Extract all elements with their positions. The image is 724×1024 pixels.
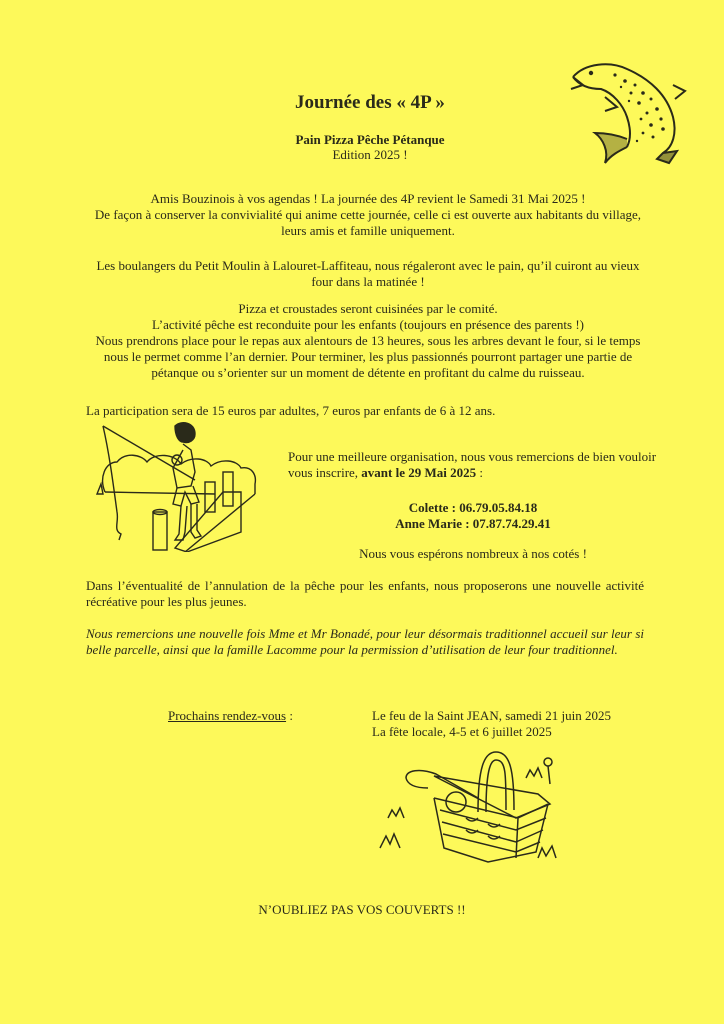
upcoming-events [372,708,672,740]
contact-colette: Colette : 06.79.05.84.18 [408,500,538,515]
program-line-3: Nous prendrons place pour le repas aux alentours de 13 heures, sous les arbres devant le four, si le temps nous le permet comme l’an dernier. Pour terminer, les plus passionnés pourront partager une partie de pétanque ou s’orienter sur un moment de détente en profitant du calme du ruisseau. [95,333,641,380]
event-subtitle: Pain Pizza Pêche Pétanque [295,132,445,147]
intro-line-2: De façon à conserver la convivialité qui anime cette journée, celle ci est ouverte aux habitants du village, leurs amis et famille uniquement. [94,207,642,238]
upcoming-label [168,708,293,724]
registration-paragraph [288,449,658,481]
program-paragraph [88,301,648,381]
registration-suffix: : [476,465,483,480]
program-line-2: L’activité pêche est reconduite pour les enfants (toujours en présence des parents !) [152,317,584,332]
thanks-paragraph: Nous remercions une nouvelle fois Mme et Mr Bonadé, pour leur désormais traditionnel accueil sur leur si belle parcelle, ainsi que la famille Lacomme pour la permission d’utilisation de leur four traditionnel. [86,626,644,657]
closing-line: Nous vous espérons nombreux à nos cotés ! [359,546,587,561]
upcoming-label-text: Prochains rendez-vous [168,708,287,723]
contact-anne-marie: Anne Marie : 07.87.74.29.41 [395,516,551,531]
picnic-basket-illustration [378,748,568,868]
contact-list [288,500,658,532]
cancellation-paragraph: Dans l’éventualité de l’annulation de la pêche pour les enfants, nous proposerons une nouvelle activité récréative pour les plus jeunes. [86,578,644,609]
price-paragraph: La participation sera de 15 euros par adultes, 7 euros par enfants de 6 à 12 ans. [86,403,496,418]
registration-text: Pour une meilleure organisation, nous vous remercions de bien vouloir vous inscrire, [288,449,657,480]
footer-reminder: N’OUBLIEZ PAS VOS COUVERTS !! [258,902,466,917]
event-item: Le feu de la Saint JEAN, samedi 21 juin 2025 [372,708,612,723]
program-line-1: Pizza et croustades seront cuisinées par le comité. [238,301,498,316]
edition-label: Edition 2025 ! [332,147,408,162]
bakers-paragraph: Les boulangers du Petit Moulin à Lalouret-Laffiteau, nous régaleront avec le pain, qu’il cuiront au vieux four dans la matinée ! [96,258,640,289]
intro-line-1: Amis Bouzinois à vos agendas ! La journée des 4P revient le Samedi 31 Mai 2025 ! [150,191,586,206]
child-fishing-illustration [95,422,270,552]
event-item: La fête locale, 4-5 et 6 juillet 2025 [372,724,552,739]
registration-deadline: avant le 29 Mai 2025 [361,465,477,480]
page-title: Journée des « 4P » [295,92,445,113]
upcoming-label-suffix: : [286,708,293,723]
intro-paragraph [88,191,648,239]
trout-illustration [565,55,695,173]
